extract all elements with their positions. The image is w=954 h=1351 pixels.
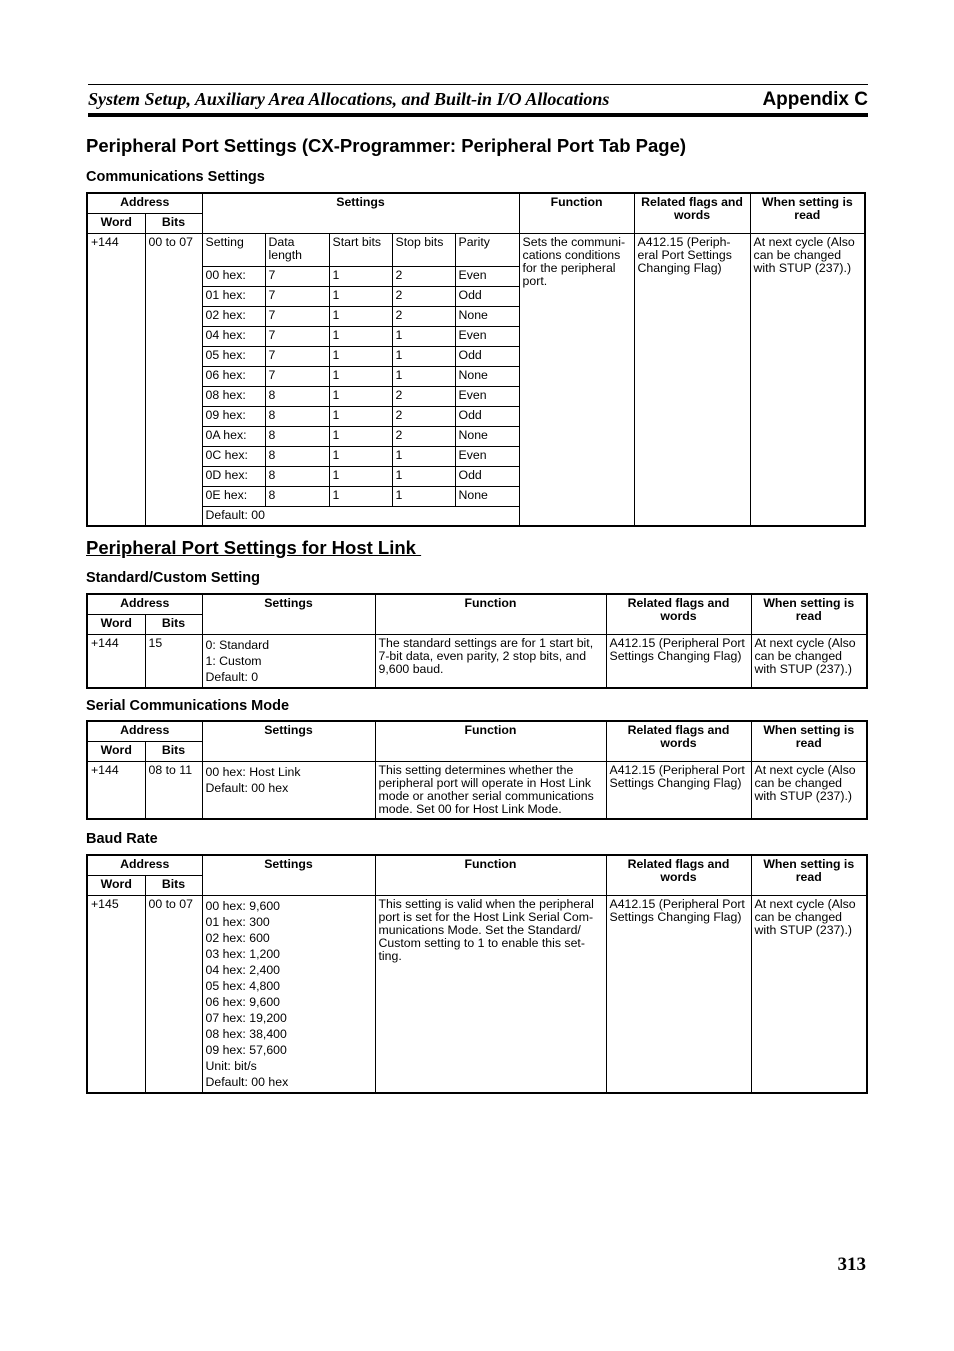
cell-data-length: 7: [265, 266, 329, 286]
cell-stop-bits: 2: [392, 306, 455, 326]
cell-word: +144: [87, 761, 145, 819]
cell-data-length: 8: [265, 446, 329, 466]
cell-stop-bits: 1: [392, 326, 455, 346]
cell-start-bits: 1: [329, 366, 392, 386]
cell-setting: 08 hex:: [202, 386, 265, 406]
settings-head-setting: Setting: [202, 233, 265, 266]
setting-line: Unit: bit/s: [205, 1058, 257, 1073]
header-address: Address: [87, 721, 202, 741]
header-word: Word: [87, 213, 145, 233]
header-settings: Settings: [202, 193, 519, 233]
header-settings: Settings: [202, 721, 375, 761]
table-row: [87, 895, 867, 1093]
settings-head-parity: Parity: [455, 233, 519, 266]
header-address: Address: [87, 193, 202, 213]
cell-setting: 01 hex:: [202, 286, 265, 306]
cell-parity: Even: [455, 446, 519, 466]
cell-setting: 05 hex:: [202, 346, 265, 366]
cell-data-length: 8: [265, 426, 329, 446]
header-bits: Bits: [145, 875, 202, 895]
serial-mode-table: [86, 720, 868, 820]
cell-when: At next cycle (Also can be changed with STUP (237).): [751, 761, 867, 819]
cell-settings: [202, 634, 375, 688]
cell-bits: 00 to 07: [145, 233, 202, 526]
cell-parity: Odd: [455, 466, 519, 486]
header-related: Related flags and words: [606, 594, 751, 634]
cell-parity: Odd: [455, 286, 519, 306]
running-header-title: System Setup, Auxiliary Area Allocations, and Built-in I/O Allocations: [88, 89, 610, 109]
cell-related: A412.15 (Peripheral Port Settings Changing Flag): [606, 895, 751, 1093]
cell-data-length: 8: [265, 466, 329, 486]
section-title-host-link-text: Peripheral Port Settings for Host Link: [86, 537, 422, 558]
setting-line: 09 hex: 57,600: [205, 1042, 287, 1057]
cell-stop-bits: 2: [392, 266, 455, 286]
header-bits: Bits: [145, 213, 202, 233]
baud-rate-table: [86, 854, 868, 1094]
setting-line: Default: 0: [205, 669, 259, 684]
cell-related: A412.15 (Peripheral Port Settings Changing Flag): [606, 634, 751, 688]
header-related: Related flags and words: [606, 721, 751, 761]
header-settings: Settings: [202, 855, 375, 895]
cell-start-bits: 1: [329, 326, 392, 346]
cell-parity: None: [455, 486, 519, 506]
section-title-host-link: [86, 537, 421, 559]
cell-setting: 06 hex:: [202, 366, 265, 386]
cell-parity: Even: [455, 266, 519, 286]
cell-function: The standard settings are for 1 start bit, 7-bit data, even parity, 2 stop bits, and 9,600 baud.: [375, 634, 606, 688]
cell-word: +144: [87, 634, 145, 688]
header-rule-bottom: [88, 113, 868, 117]
cell-start-bits: 1: [329, 466, 392, 486]
cell-setting: 02 hex:: [202, 306, 265, 326]
setting-line: 06 hex: 9,600: [205, 994, 281, 1009]
communications-settings-table: [86, 192, 866, 527]
cell-parity: None: [455, 306, 519, 326]
standard-custom-table: [86, 593, 868, 689]
header-function: Function: [375, 594, 606, 634]
header-word: Word: [87, 614, 145, 634]
cell-bits: 00 to 07: [145, 895, 202, 1093]
header-address: Address: [87, 855, 202, 875]
table-row: [87, 761, 867, 819]
header-word: Word: [87, 741, 145, 761]
setting-line: 07 hex: 19,200: [205, 1010, 287, 1025]
cell-data-length: 8: [265, 406, 329, 426]
running-header-appendix: Appendix C: [762, 89, 868, 110]
cell-setting: 0A hex:: [202, 426, 265, 446]
cell-stop-bits: 2: [392, 286, 455, 306]
section-title-peripheral-port: Peripheral Port Settings (CX-Programmer: Peripheral Port Tab Page): [86, 135, 687, 156]
header-function: Function: [375, 721, 606, 761]
cell-setting: 00 hex:: [202, 266, 265, 286]
setting-line: 1: Custom: [205, 653, 262, 668]
cell-parity: Odd: [455, 346, 519, 366]
cell-start-bits: 1: [329, 386, 392, 406]
cell-start-bits: 1: [329, 306, 392, 326]
cell-data-length: 7: [265, 286, 329, 306]
cell-data-length: 7: [265, 326, 329, 346]
cell-start-bits: 1: [329, 446, 392, 466]
setting-line: 02 hex: 600: [205, 930, 270, 945]
cell-start-bits: 1: [329, 286, 392, 306]
page-number: 313: [837, 1254, 866, 1275]
setting-line: 03 hex: 1,200: [205, 946, 281, 961]
cell-stop-bits: 1: [392, 346, 455, 366]
cell-parity: Even: [455, 386, 519, 406]
cell-default: Default: 00: [202, 506, 519, 526]
header-function: Function: [375, 855, 606, 895]
cell-parity: None: [455, 366, 519, 386]
header-function: Function: [519, 193, 634, 233]
cell-start-bits: 1: [329, 426, 392, 446]
cell-stop-bits: 1: [392, 366, 455, 386]
cell-when: At next cycle (Also can be changed with STUP (237).): [751, 634, 867, 688]
cell-when: At next cycle (Also can be changed with STUP (237).): [751, 895, 867, 1093]
cell-data-length: 8: [265, 486, 329, 506]
cell-word: +144: [87, 233, 145, 526]
header-bits: Bits: [145, 614, 202, 634]
cell-setting: 0D hex:: [202, 466, 265, 486]
cell-related: A412.15 (Peripheral Port Settings Changing Flag): [606, 761, 751, 819]
cell-start-bits: 1: [329, 486, 392, 506]
setting-line: 00 hex: Host Link: [205, 764, 301, 779]
cell-data-length: 7: [265, 366, 329, 386]
settings-head-data-length: Data length: [265, 233, 329, 266]
cell-data-length: 7: [265, 346, 329, 366]
cell-setting: 09 hex:: [202, 406, 265, 426]
header-rule-top: [88, 84, 868, 85]
header-bits: Bits: [145, 741, 202, 761]
settings-head-stop-bits: Stop bits: [392, 233, 455, 266]
setting-line: Default: 00 hex: [205, 1074, 289, 1089]
header-address: Address: [87, 594, 202, 614]
header-when: When setting is read: [750, 193, 865, 233]
header-when: When setting is read: [751, 855, 867, 895]
cell-stop-bits: 2: [392, 406, 455, 426]
setting-line: 05 hex: 4,800: [205, 978, 281, 993]
subsection-serial-mode: Serial Communications Mode: [86, 698, 290, 714]
header-related: Related flags and words: [634, 193, 750, 233]
cell-start-bits: 1: [329, 266, 392, 286]
cell-function: This setting is valid when the peripheral port is set for the Host Link Serial Com-munications Mode. Set the Standard/ Custom setting to 1 to enable this set-ting.: [375, 895, 606, 1093]
cell-word: +145: [87, 895, 145, 1093]
setting-line: 0: Standard: [205, 637, 270, 652]
cell-stop-bits: 2: [392, 386, 455, 406]
cell-data-length: 7: [265, 306, 329, 326]
cell-function: This setting determines whether the peripheral port will operate in Host Link mode or another serial communications mode. Set 00 for Host Link Mode.: [375, 761, 606, 819]
setting-line: Default: 00 hex: [205, 780, 289, 795]
cell-start-bits: 1: [329, 346, 392, 366]
cell-bits: 08 to 11: [145, 761, 202, 819]
settings-head-start-bits: Start bits: [329, 233, 392, 266]
subsection-baud-rate: Baud Rate: [86, 831, 158, 847]
cell-bits: 15: [145, 634, 202, 688]
cell-settings: [202, 895, 375, 1093]
subsection-communications-settings: Communications Settings: [86, 169, 265, 185]
cell-parity: Even: [455, 326, 519, 346]
header-word: Word: [87, 875, 145, 895]
cell-stop-bits: 2: [392, 426, 455, 446]
header-when: When setting is read: [751, 594, 867, 634]
cell-parity: Odd: [455, 406, 519, 426]
cell-stop-bits: 1: [392, 466, 455, 486]
subsection-standard-custom: Standard/Custom Setting: [86, 570, 261, 586]
cell-start-bits: 1: [329, 406, 392, 426]
cell-settings: [202, 761, 375, 819]
setting-line: 01 hex: 300: [205, 914, 270, 929]
cell-parity: None: [455, 426, 519, 446]
header-related: Related flags and words: [606, 855, 751, 895]
setting-line: 08 hex: 38,400: [205, 1026, 287, 1041]
cell-setting: 04 hex:: [202, 326, 265, 346]
cell-setting: 0C hex:: [202, 446, 265, 466]
cell-when: At next cycle (Also can be changed with STUP (237).): [750, 233, 865, 526]
setting-line: 00 hex: 9,600: [205, 898, 281, 913]
setting-line: 04 hex: 2,400: [205, 962, 281, 977]
cell-stop-bits: 1: [392, 486, 455, 506]
cell-data-length: 8: [265, 386, 329, 406]
header-settings: Settings: [202, 594, 375, 634]
header-when: When setting is read: [751, 721, 867, 761]
cell-function: Sets the communi-cations conditions for the peripheral port.: [519, 233, 634, 526]
cell-stop-bits: 1: [392, 446, 455, 466]
cell-related: A412.15 (Periph-eral Port Settings Changing Flag): [634, 233, 750, 526]
cell-setting: 0E hex:: [202, 486, 265, 506]
table-row: [87, 634, 867, 688]
